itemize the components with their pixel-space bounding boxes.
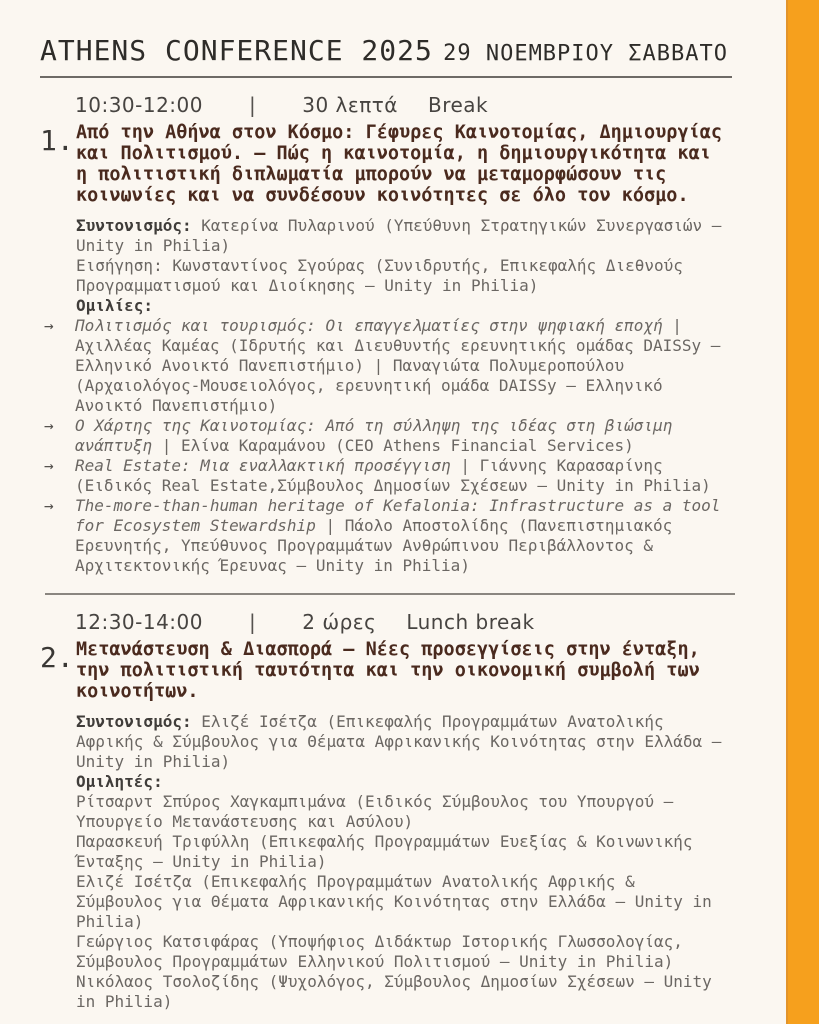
session-1-coordinator [76, 216, 728, 256]
session-1-time: 10:30-12:00 [75, 93, 203, 117]
talk-speakers: | Ελίνα Καραμάνου (CEO Athens Financial Services) [152, 436, 634, 455]
page-title: ATHENS CONFERENCE 2025 [40, 34, 433, 67]
coordinator-label: Συντονισμός: [76, 216, 192, 235]
arrow-icon: → [44, 316, 54, 335]
accent-bar [786, 0, 819, 1024]
speakers-label: Ομιλητές: [76, 772, 163, 791]
talk-text [75, 416, 734, 456]
program-content [40, 34, 740, 1012]
session-2-time: 12:30-14:00 [75, 610, 203, 634]
talk-topic: The-more-than-human heritage of Kefalonia: Infrastructure as a tool for Ecosystem Stewardship [75, 496, 721, 535]
session-1-talks-list [44, 316, 734, 576]
talk-topic: Real Estate: Μια εναλλακτική προσέγγιση [75, 456, 451, 475]
arrow-icon: → [44, 416, 54, 435]
talk-item [44, 496, 734, 576]
talk-speakers: | Γιάννης Καρασαρίνης (Ειδικός Real Estate,Σύμβουλος Δημοσίων Σχέσεων – Unity in Philia) [75, 456, 711, 495]
session-1-activity: Break [427, 93, 489, 117]
talk-text [75, 456, 734, 496]
talk-item [44, 456, 734, 496]
time-separator: | [249, 610, 257, 634]
coordinator-value: Κατερίνα Πυλαρινού (Υπεύθυνη Στρατηγικών Συνεργασιών – Unity in Philia) [76, 216, 722, 255]
speaker-item: Νικόλαος Τσολοζίδης (Ψυχολόγος, Σύμβουλος Δημοσίων Σχέσεων – Unity in Philia) [76, 972, 712, 1011]
session-2-duration: 2 ώρες [302, 610, 377, 634]
time-row-session-2 [75, 610, 740, 634]
talk-text [75, 496, 734, 576]
session-1-number: 1. [40, 124, 74, 157]
talk-speakers: | Πάολο Αποστολίδης (Πανεπιστημιακός Ερευνητής, Υπεύθυνος Προγραμμάτων Ανθρώπινου Περιβάλλοντος & Αρχιτεκτονικής Έρευνας – Unity in Philia) [75, 516, 673, 575]
session-1-meta [76, 216, 740, 316]
session-1-duration: 30 λεπτά [302, 93, 398, 117]
arrow-icon: → [44, 456, 54, 475]
coordinator-label: Συντονισμός: [76, 712, 192, 731]
talks-label: Ομιλίες: [76, 296, 154, 315]
session-2-body [76, 639, 740, 1012]
header-divider [40, 76, 732, 78]
speaker-item: Γεώργιος Κατσιφάρας (Υποψήφιος Διδάκτωρ Ιστορικής Γλωσσολογίας, Σύμβουλος Προγραμμάτων Ελληνικού Πολιτισμού – Unity in Philia) [76, 932, 683, 971]
session-1-body [76, 122, 740, 316]
talk-text [75, 316, 734, 416]
session-2-activity: Lunch break [406, 610, 535, 634]
session-2 [40, 639, 740, 1012]
session-2-speakers-list [76, 792, 728, 1012]
talk-topic: Πολιτισμός και τουρισμός: Οι επαγγελματίες στην ψηφιακή εποχή [75, 316, 663, 335]
session-2-meta [76, 712, 740, 1012]
talk-item [44, 416, 734, 456]
talk-topic: Ο Χάρτης της Καινοτομίας: Από τη σύλληψη της ιδέας στη βιώσιμη ανάπτυξη [75, 416, 673, 455]
section-divider [45, 593, 735, 595]
speaker-item: Ρίτσαρντ Σπύρος Χαγκαμπιμάνα (Ειδικός Σύμβουλος του Υπουργού – Υπουργείο Μετανάστευσης και Ασύλου) [76, 792, 674, 831]
speaker-item: Παρασκευή Τριφύλλη (Επικεφαλής Προγραμμάτων Ευεξίας & Κοινωνικής Ένταξης – Unity in Philia) [76, 832, 693, 871]
time-separator: | [249, 93, 257, 117]
session-2-number: 2. [40, 641, 74, 674]
header [40, 34, 740, 67]
header-date: 29 ΝΟΕΜΒΡΙΟΥ ΣΑΒΒΑΤΟ [443, 41, 728, 66]
session-1-title: Από την Αθήνα στον Κόσμο: Γέφυρες Καινοτομίας, Δημιουργίας και Πολιτισμού. – Πώς η καινοτομία, η δημιουργικότητα και η πολιτιστική διπλωματία μπορούν να μεταμορφώσουν τις κοινωνίες και να συνδέσουν κοινότητες σε όλο τον κόσμο. [76, 122, 723, 206]
talk-item [44, 316, 734, 416]
coordinator-value: Ελιζέ Ισέτζα (Επικεφαλής Προγραμμάτων Ανατολικής Αφρικής & Σύμβουλος για Θέματα Αφρικανικής Κοινότητας στην Ελλάδα – Unity in Philia) [76, 712, 722, 771]
time-row-session-1 [75, 93, 740, 117]
session-2-coordinator [76, 712, 728, 772]
session-1-intro: Εισήγηση: Κωνσταντίνος Σγούρας (Συνιδρυτής, Επικεφαλής Διεθνούς Προγραμματισμού και Διοίκησης – Unity in Philia) [76, 256, 683, 295]
arrow-icon: → [44, 496, 54, 515]
talk-speakers: | Αχιλλέας Καμέας (Ιδρυτής και Διευθυντής ερευνητικής ομάδας DAISSy – Ελληνικό Ανοικτό Πανεπιστήμιο) | Παναγιώτα Πολυμεροπούλου (Αρχαιολόγος-Μουσειολόγος, ερευνητική ομάδα DAISSy – Ελληνικό Ανοικτό Πανεπιστήμιο) [75, 316, 721, 415]
speaker-item: Ελιζέ Ισέτζα (Επικεφαλής Προγραμμάτων Ανατολικής Αφρικής & Σύμβουλος για Θέματα Αφρικανικής Κοινότητας στην Ελλάδα – Unity in Philia) [76, 872, 712, 931]
session-2-title: Μετανάστευση & Διασπορά – Νέες προσεγγίσεις στην ένταξη, την πολιτιστική ταυτότητα και την οικονομική συμβολή των κοινοτήτων. [76, 639, 700, 702]
session-1 [40, 122, 740, 316]
